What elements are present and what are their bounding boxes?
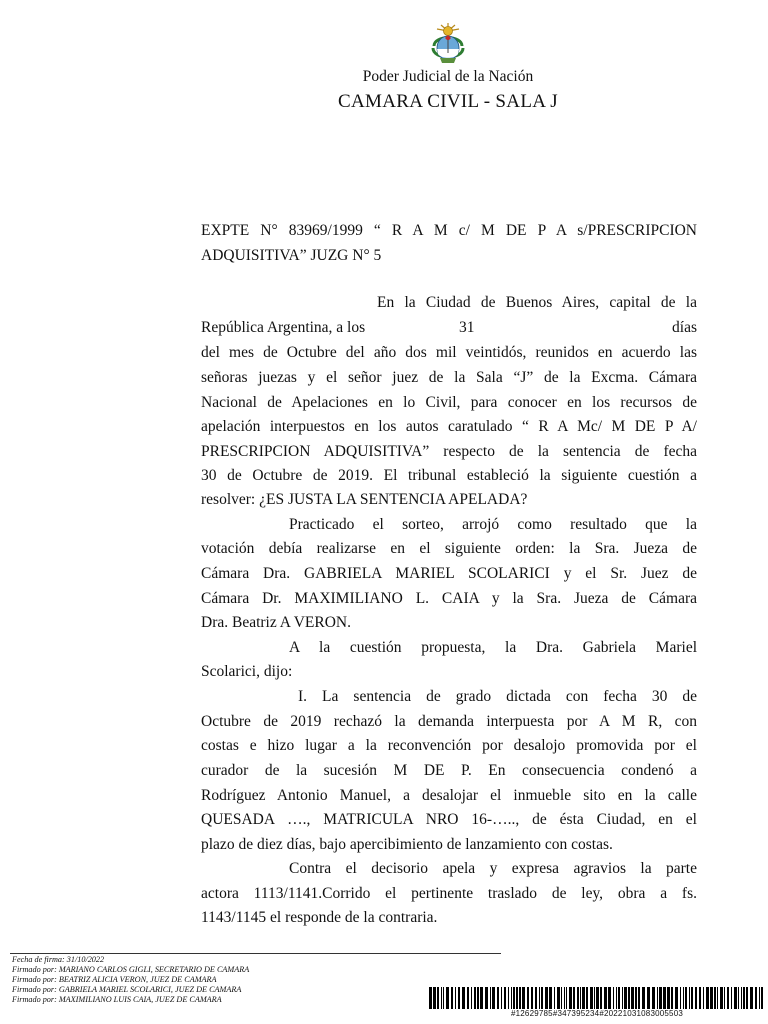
body-line-24: Contra el decisorio apela y expresa agravios la parte <box>289 860 697 877</box>
body-line-8: 30 de Octubre de 2019. El tribunal estableció la siguiente cuestión a <box>201 467 697 484</box>
body-line-23: plazo de diez días, bajo apercibimiento de lanzamiento con costas. <box>201 836 613 853</box>
body-line-6: apelación interpuestos en los autos caratulado “ R A Mc/ M DE P A/ <box>201 418 697 435</box>
body-line-13: Cámara Dr. MAXIMILIANO L. CAIA y la Sra. Jueza de Cámara <box>201 590 697 607</box>
body-line-10: Practicado el sorteo, arrojó como resultado que la <box>289 516 697 533</box>
court-name: CAMARA CIVIL - SALA J <box>338 91 558 112</box>
institution-name: Poder Judicial de la Nación <box>362 68 534 85</box>
line-2-left: República Argentina, a los <box>201 319 366 336</box>
case-title: EXPTE N° 83969/1999 “ R A M c/ M DE P A s/PRESCRIPCION ADQUISITIVA” JUZG N° 5 <box>201 222 697 264</box>
barcode-number: #12629785#347395234#20221031083005503 <box>510 1009 684 1018</box>
body-line-17: I. La sentencia de grado dictada con fecha 30 de <box>298 688 697 705</box>
body-line-22: QUESADA …., MATRICULA NRO 16-….., de ésta Ciudad, en el <box>201 811 697 828</box>
body-line-15: A la cuestión propuesta, la Dra. Gabriela Mariel <box>289 639 697 656</box>
signer-4: Firmado por: MAXIMILIANO LUIS CAIA, JUEZ DE CAMARA <box>12 995 222 1004</box>
signer-3: Firmado por: GABRIELA MARIEL SCOLARICI, JUEZ DE CAMARA <box>12 985 242 994</box>
barcode <box>429 987 763 1009</box>
body-line-14: Dra. Beatriz A VERON. <box>201 614 351 631</box>
body-line-19: costas e hizo lugar a la reconvención por desalojo promovida por el <box>201 737 697 754</box>
signer-1: Firmado por: MARIANO CARLOS GIGLI, SECRETARIO DE CAMARA <box>12 965 250 974</box>
coat-of-arms-icon <box>428 22 468 64</box>
body-line-11: votación debía realizarse en el siguiente orden: la Sra. Jueza de <box>201 540 697 557</box>
footer-divider <box>10 953 501 954</box>
body-line-26: 1143/1145 el responde de la contraria. <box>201 909 438 926</box>
body-line-9: resolver: ¿ES JUSTA LA SENTENCIA APELADA? <box>201 491 528 508</box>
signer-2: Firmado por: BEATRIZ ALICIA VERON, JUEZ DE CAMARA <box>12 975 217 984</box>
body-line-25: actora 1113/1141.Corrido el pertinente traslado de ley, obra a fs. <box>201 885 697 902</box>
body-line-18: Octubre de 2019 rechazó la demanda interpuesta por A M R, con <box>201 713 697 730</box>
body-line-16: Scolarici, dijo: <box>201 663 293 680</box>
body-line-5: Nacional de Apelaciones en lo Civil, para conocer en los recursos de <box>201 394 697 411</box>
body-line-4: señoras juezas y el señor juez de la Sala “J” de la Excma. Cámara <box>201 369 697 386</box>
line-2-right: días <box>672 319 697 336</box>
body-line-7: PRESCRIPCION ADQUISITIVA” respecto de la sentencia de fecha <box>201 443 697 460</box>
body-line-1: En la Ciudad de Buenos Aires, capital de la <box>377 294 697 311</box>
body-line-20: curador de la sucesión M DE P. En consecuencia condenó a <box>201 762 697 779</box>
signature-date: Fecha de firma: 31/10/2022 <box>12 955 105 964</box>
body-line-3: del mes de Octubre del año dos mil veintidós, reunidos en acuerdo las <box>201 344 697 361</box>
body-line-2 <box>201 316 697 340</box>
body-line-12: Cámara Dra. GABRIELA MARIEL SCOLARICI y el Sr. Juez de <box>201 565 697 582</box>
line-2-day: 31 <box>459 319 475 336</box>
body-line-21: Rodríguez Antonio Manuel, a desalojar el inmueble sito en la calle <box>201 787 697 804</box>
